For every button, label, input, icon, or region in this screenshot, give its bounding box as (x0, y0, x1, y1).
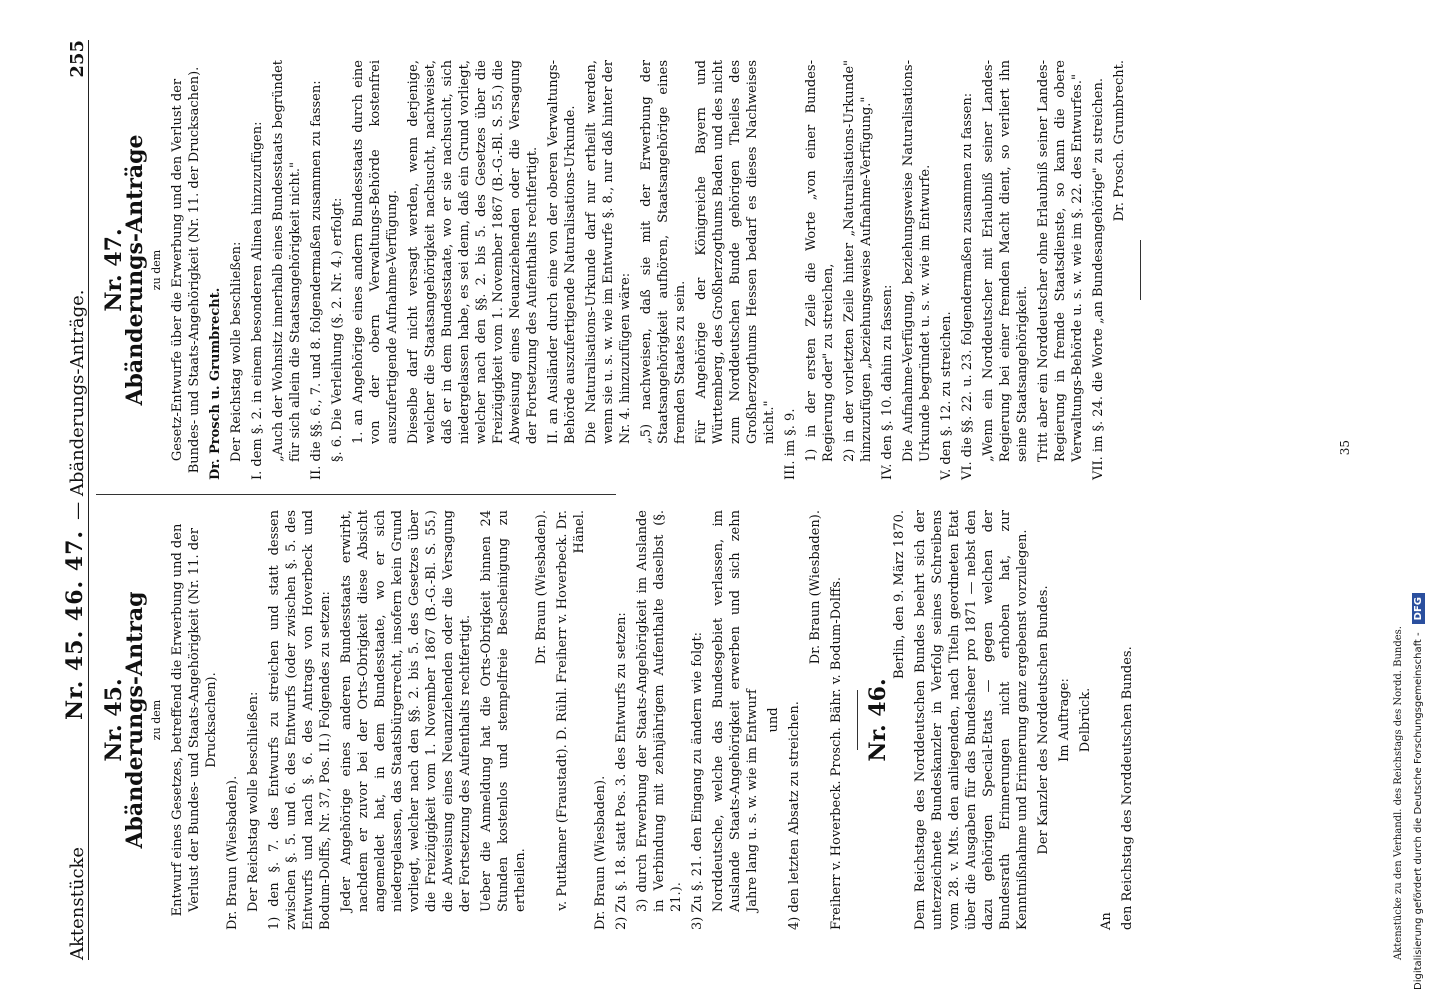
entwurf-47: Gesetz-Entwurfe über die Erwerbung und den Verlust der Bundes- und Staats-Angehörigkeit (Nr. 11. der Drucksachen). (170, 66, 202, 474)
an: An (1099, 912, 1114, 930)
date-46: Berlin, den 9. März 1870. (892, 510, 907, 679)
paragraph-2: 2) Zu §. 18. statt Pos. 3. des Entwurfs zu setzen: (614, 612, 629, 930)
section-number-47: Nr. 47. (101, 228, 127, 312)
item-iv: IV. den §. 10. dahin zu fassen: (880, 284, 895, 480)
section-number-45: Nr. 45. (101, 678, 127, 762)
paragraph-2b: 3) durch Erwerbung der Staats-Angehörigkeit im Auslande in Verbindung mit zehnjährigem Aufenthalte daselbst (§. 21.). (635, 510, 684, 912)
paragraph-1b: Jeder Angehörige eines anderen Bundesstaats erwirbt, nachdem er zuvor bei der Orts-Obrigkeit diese Absicht angemeldet hat, in dem Bundesstaate, wo er sich niedergelassen, das Staatsbürgerrecht, insofern kein Grund vorliegt, welcher nach den §§. 2. bis 5. des Gesetzes über die Freizügigkeit vom 1. November 1867 (B.-G.-Bl. S. 55.) die Abweisung eines Neuanziehenden oder die Versagung der Fortsetzung des Aufenthalts rechtfertigt. (339, 510, 473, 912)
column-divider (96, 494, 616, 495)
kanzler: Der Kanzler des Norddeutschen Bundes. (1036, 585, 1051, 855)
item-i: I. dem §. 2. in einem besonderen Alinea hinzuzufügen: (250, 121, 265, 480)
item-vi: VI. die §§. 22. u. 23. folgendermaßen zusammen zu fassen: (960, 92, 975, 480)
item-ii-6a: 1. an Angehörige eines andern Bundesstaats durch eine von der obern Verwaltungs-Behörde kostenfrei auszufertigende Aufnahme-Verfügung. (351, 60, 400, 444)
item-i-text: „Auch der Wohnsitz innerhalb eines Bundesstaats begründet für sich allein die Staatsangehörigkeit nicht." (271, 60, 303, 462)
header-left: Aktenstücke (67, 846, 88, 960)
item-ii-6: §. 6. Die Verleihung (§. 2. Nr. 4.) erfolgt: (330, 197, 345, 462)
page-header (52, 40, 89, 960)
section-number-46: Nr. 46. (865, 678, 891, 762)
item-ii: II. die §§. 6., 7. und 8. folgendermaßen zusammen zu fassen: (309, 80, 324, 480)
item-iii-1: 1) in der ersten Zeile die Worte „von einer Bundes-Regierung oder" zu streichen, (804, 60, 836, 462)
dfg-logo: DFG (1412, 593, 1425, 624)
paragraph-3: 3) Zu §. 21. den Eingang zu ändern wie folgt: (690, 631, 705, 930)
paragraph-1c: Ueber die Anmeldung hat die Orts-Obrigkeit binnen 24 Stunden kostenlos und stempelfreie Bescheinigung zu ertheilen. (479, 510, 528, 912)
paragraph-46: Dem Reichstage des Norddeutschen Bundes beehrt sich der unterzeichnete Bundeskanzler in Verfolg seines Schreibens vom 28. v. Mts. den anliegenden, nach Titeln geordneten Etat über die Ausgaben für das Bundesheer pro 1871 — nebst den dazu gehörigen Special-Etats — gegen welchen der Bundesrath Erinnerungen nicht erhoben hat, zur Kenntnißnahme und Erinnerung ganz ergebenst vorzulegen. (913, 510, 1030, 930)
header-title: — Abänderungs-Anträge. (67, 289, 88, 520)
delbrueck: Delbrück. (1078, 687, 1093, 753)
page-number: 255 (67, 40, 88, 78)
dfg-text: Digitalisierung gefördert durch die Deutsche Forschungsgemeinschaft - (1412, 632, 1424, 990)
zu-dem-47: zu dem (150, 249, 163, 291)
item-iv-1: Die Aufnahme-Verfügung, beziehungsweise Naturalisations-Urkunde begründet u. s. w. wie im Entwurfe. (901, 60, 933, 462)
sheet-marker: 35 (1338, 440, 1352, 456)
author-braun-1: Dr. Braun (Wiesbaden). (225, 775, 240, 930)
reichstag-an: den Reichstag des Norddeutschen Bundes. (1120, 646, 1135, 930)
item-ii-6d: Die Naturalisations-Urkunde darf nur ertheilt werden, wenn sie u. s. w. wie im Entwurfe §. 8., nur daß hinter der Nr. 4. hinzuzufügen wäre: (584, 60, 633, 444)
column-right (96, 60, 1153, 480)
author-prosch: Dr. Prosch u. Grumbrecht. (208, 287, 223, 480)
item-vi-1: „Wenn ein Norddeutscher mit Erlaubniß seiner Landes-Regierung bei einer fremden Macht dient, so verliert ihn seine Staatsangehörigkeit. (981, 60, 1030, 462)
footnote: Aktenstücke zu den Verhandl. des Reichstags des Nordd. Bundes. (1393, 626, 1404, 960)
paragraph-1: 1) den §. 7. des Entwurfs zu streichen und statt dessen zwischen §. 5. und 6. des Entwurfs (oder zwischen §. 5. des Entwurfs und nach §. 6. des Antrags von Hoverbeck und Bodum-Dolffs, Nr. 37, Pos. II.) Folgendes zu setzen: (267, 510, 333, 930)
signature-1a: Dr. Braun (Wiesbaden). (534, 510, 549, 665)
column-left (96, 510, 1140, 930)
item-vi-2: Tritt aber ein Norddeutscher ohne Erlaubniß seiner Landes-Regierung in fremde Staatsdienste, so kann die obere Verwaltungs-Behörde u. s. w. wie im §. 22. des Entwurfes." (1036, 60, 1085, 462)
signature-2b: Freiherr v. Hoverbeck. Prosch. Bähr. v. Bodum-Dolffs. (829, 576, 844, 930)
author-braun-2: Dr. Braun (Wiesbaden). (593, 775, 608, 930)
header-numbers: Nr. 45. 46. 47. (62, 529, 88, 721)
item-ii-6e: „5) nachweisen, daß sie mit der Erwerbung der Staatsangehörigkeit aufhören, Staatsangehörige eines fremden Staates zu sein. (639, 60, 688, 444)
section-heading-47: Abänderungs-Anträge (122, 134, 148, 406)
signature-2a: Dr. Braun (Wiesbaden). (808, 510, 823, 665)
signature-1b: v. Puttkamer (Fraustadt). D. Rühl. Freiherr v. Hoverbeck. Dr. Hänel. (555, 510, 587, 911)
paragraph-3b: Norddeutsche, welche das Bundesgebiet verlassen, im Auslande Staats-Angehörigkeit erwerben und sich zehn Jahre lang u. s. w. wie im Entwurf (711, 510, 760, 912)
dfg-sidebar (1407, 10, 1429, 990)
paragraph-4: 4) den letzten Absatz zu streichen. (787, 701, 802, 930)
im-auftrage: Im Auftrage: (1057, 678, 1072, 762)
und: und (766, 707, 781, 733)
item-ii-6f: Für Angehörige der Königreiche Bayern und Württemberg, des Großherzogthums Baden und des nicht zum Norddeutschen Bunde gehörigen Theiles des Großherzogthums Hessen bedarf es dieses Nachweises nicht." (694, 60, 777, 444)
zu-dem-45: zu dem (150, 699, 163, 741)
item-vii: VII. im §. 24. die Worte „an Bundesangehörige" zu streichen. (1091, 78, 1106, 480)
item-iii: III. im §. 9. (783, 408, 798, 480)
entwurf-45: Entwurf eines Gesetzes, betreffend die Erwerbung und den Verlust der Bundes- und Staats-Angehörigkeit (Nr. 11. der Drucksachen). (170, 523, 219, 917)
rule-1 (857, 690, 858, 750)
signature-47: Dr. Prosch. Grumbrecht. (1112, 60, 1127, 222)
section-heading-45: Abänderungs-Antrag (122, 591, 148, 849)
rule-2 (1140, 240, 1141, 300)
item-iii-2: 2) in der vorletzten Zeile hinter „Naturalisations-Urkunde" hinzuzufügen „beziehungsweise Aufnahme-Verfügung." (842, 60, 874, 462)
item-v: V. den §. 12. zu streichen. (939, 311, 954, 480)
item-ii-6b: Dieselbe darf nicht versagt werden, wenn derjenige, welcher die Staatsangehörigkeit nachsucht, nachweiset, daß er in dem Bundesstaate, wo er sie nachsucht, sich niedergelassen habe, es sei denn, daß ein Grund vorliegt, welcher nach den §§. 2. bis 5. des Gesetzes über die Freizügigkeit vom 1. November 1867 (B.-G.-Bl. S. 55.) die Abweisung eines Neuanziehenden oder die Versagung der Fortsetzung des Aufenthalts rechtfertigt. (406, 60, 540, 444)
item-ii-6c: II. an Ausländer durch eine von der oberen Verwaltungs-Behörde auszufertigende Naturalisations-Urkunde. (546, 60, 578, 444)
reichstag-1: Der Reichstag wolle beschließen: (246, 691, 261, 912)
reichstag-47: Der Reichstag wolle beschließen: (229, 241, 244, 462)
